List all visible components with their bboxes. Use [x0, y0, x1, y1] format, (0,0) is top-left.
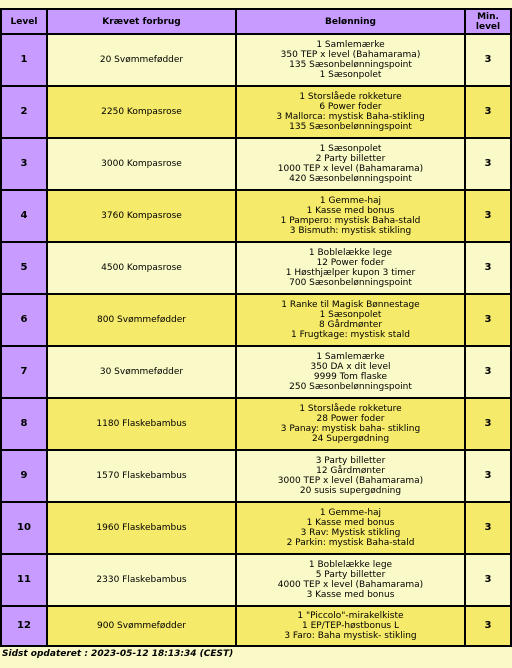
reward-line: 2 Parkin: mystisk Baha-stald: [286, 538, 415, 548]
header-level: Level: [2, 10, 46, 33]
row-requirement: 1960 Flaskebambus: [48, 503, 235, 553]
row-reward: [237, 139, 464, 189]
row-reward: [237, 295, 464, 345]
row-reward: [237, 35, 464, 85]
reward-line: 250 Sæsonbelønningspoint: [289, 382, 412, 392]
last-updated: Sidst opdateret : 2023-05-12 18:13:34 (CEST): [2, 649, 234, 659]
reward-line: 1 Sæsonpolet: [319, 70, 382, 80]
row-level: 10: [2, 503, 46, 553]
row-min-level: 3: [466, 295, 510, 345]
row-level: 6: [2, 295, 46, 345]
row-reward: [237, 243, 464, 293]
reward-line: 350 TEP x level (Bahamarama): [280, 50, 421, 60]
reward-line: 3 Kasse med bonus: [306, 590, 395, 600]
header-min-level-text: Min. level: [475, 11, 501, 32]
season-rewards-table: [0, 8, 512, 647]
reward-line: 4000 TEP x level (Bahamarama): [277, 580, 424, 590]
reward-line: 9999 Tom flaske: [313, 372, 388, 382]
table-row: [2, 87, 510, 137]
header-min-level: [466, 10, 510, 33]
row-requirement: 1180 Flaskebambus: [48, 399, 235, 449]
row-min-level: 3: [466, 191, 510, 241]
row-min-level: 3: [466, 139, 510, 189]
row-min-level: 3: [466, 451, 510, 501]
table-row: [2, 399, 510, 449]
row-level: 4: [2, 191, 46, 241]
row-level: 3: [2, 139, 46, 189]
row-requirement: 3000 Kompasrose: [48, 139, 235, 189]
row-requirement: 2330 Flaskebambus: [48, 555, 235, 605]
table-row: [2, 347, 510, 397]
row-level: 8: [2, 399, 46, 449]
row-reward: [237, 607, 464, 645]
row-min-level: 3: [466, 35, 510, 85]
reward-line: 3 Mallorca: mystisk Baha-stikling: [276, 112, 425, 122]
row-level: 2: [2, 87, 46, 137]
row-requirement: 800 Svømmefødder: [48, 295, 235, 345]
reward-line: 420 Sæsonbelønningspoint: [289, 174, 412, 184]
reward-line: 1 Ranke til Magisk Bønnestage: [281, 300, 420, 310]
row-min-level: 3: [466, 347, 510, 397]
row-reward: [237, 399, 464, 449]
row-reward: [237, 555, 464, 605]
row-min-level: 3: [466, 399, 510, 449]
reward-line: 135 Sæsonbelønningspoint: [289, 60, 412, 70]
table-row: [2, 451, 510, 501]
row-min-level: 3: [466, 87, 510, 137]
reward-line: 8 Gårdmønter: [318, 320, 383, 330]
row-reward: [237, 451, 464, 501]
reward-line: 3 Party billetter: [315, 456, 386, 466]
reward-line: 700 Sæsonbelønningspoint: [289, 278, 412, 288]
row-level: 12: [2, 607, 46, 645]
table-row: [2, 35, 510, 85]
reward-line: 12 Power foder: [316, 258, 385, 268]
reward-line: 1 Gemme-haj: [319, 508, 382, 518]
row-level: 1: [2, 35, 46, 85]
row-level: 9: [2, 451, 46, 501]
row-requirement: 20 Svømmefødder: [48, 35, 235, 85]
row-reward: [237, 87, 464, 137]
table-body: [2, 35, 510, 645]
row-requirement: 900 Svømmefødder: [48, 607, 235, 645]
row-requirement: 1570 Flaskebambus: [48, 451, 235, 501]
row-reward: [237, 347, 464, 397]
reward-line: 24 Supergødning: [311, 434, 390, 444]
reward-line: 1000 TEP x level (Bahamarama): [277, 164, 424, 174]
row-min-level: 3: [466, 607, 510, 645]
reward-line: 1 Boblelække lege: [308, 248, 393, 258]
reward-line: 1 "Piccolo"-mirakelkiste: [297, 611, 404, 621]
row-min-level: 3: [466, 503, 510, 553]
row-requirement: 3760 Kompasrose: [48, 191, 235, 241]
table-row: [2, 503, 510, 553]
reward-line: 12 Gårdmønter: [316, 466, 385, 476]
row-reward: [237, 503, 464, 553]
reward-line: 6 Power foder: [319, 102, 382, 112]
reward-line: 1 Frugtkage: mystisk stald: [291, 330, 410, 340]
row-requirement: 2250 Kompasrose: [48, 87, 235, 137]
row-min-level: 3: [466, 555, 510, 605]
reward-line: 5 Party billetter: [315, 570, 386, 580]
row-requirement: 4500 Kompasrose: [48, 243, 235, 293]
reward-line: 3 Faro: Baha mystisk- stikling: [284, 631, 417, 641]
row-min-level: 3: [466, 243, 510, 293]
reward-line: 1 Pampero: mystisk Baha-stald: [280, 216, 421, 226]
reward-line: 1 Samlemærke: [316, 40, 385, 50]
reward-line: 350 DA x dit level: [310, 362, 391, 372]
reward-line: 135 Sæsonbelønningspoint: [289, 122, 412, 132]
table-row: [2, 191, 510, 241]
table-header-row: [2, 10, 510, 33]
row-requirement: 30 Svømmefødder: [48, 347, 235, 397]
table-row: [2, 243, 510, 293]
reward-line: 28 Power foder: [316, 414, 385, 424]
reward-line: 1 Sæsonpolet: [319, 144, 382, 154]
row-level: 5: [2, 243, 46, 293]
reward-line: 1 Gemme-haj: [319, 196, 382, 206]
reward-line: 1 EP/TEP-høstbonus L: [301, 621, 399, 631]
row-reward: [237, 191, 464, 241]
table-row: [2, 555, 510, 605]
reward-line: 20 susis supergødning: [299, 486, 402, 496]
reward-line: 1 Samlemærke: [316, 352, 385, 362]
reward-line: 1 Storslåede rokketure: [299, 92, 402, 102]
table-row: [2, 607, 510, 645]
reward-line: 1 Kasse med bonus: [306, 518, 395, 528]
row-level: 7: [2, 347, 46, 397]
reward-line: 2 Party billetter: [315, 154, 386, 164]
row-level: 11: [2, 555, 46, 605]
reward-line: 3 Panay: mystisk baha- stikling: [280, 424, 421, 434]
reward-line: 3 Rav: Mystisk stikling: [300, 528, 401, 538]
reward-line: 1 Sæsonpolet: [319, 310, 382, 320]
reward-line: 1 Storslåede rokketure: [299, 404, 402, 414]
reward-line: 3 Bismuth: mystisk stikling: [289, 226, 412, 236]
reward-line: 1 Høsthjælper kupon 3 timer: [285, 268, 416, 278]
reward-line: 1 Boblelække lege: [308, 560, 393, 570]
reward-line: 1 Kasse med bonus: [306, 206, 395, 216]
table-row: [2, 295, 510, 345]
header-reward: Belønning: [237, 10, 464, 33]
table-row: [2, 139, 510, 189]
reward-line: 3000 TEP x level (Bahamarama): [277, 476, 424, 486]
header-requirement: Krævet forbrug: [48, 10, 235, 33]
